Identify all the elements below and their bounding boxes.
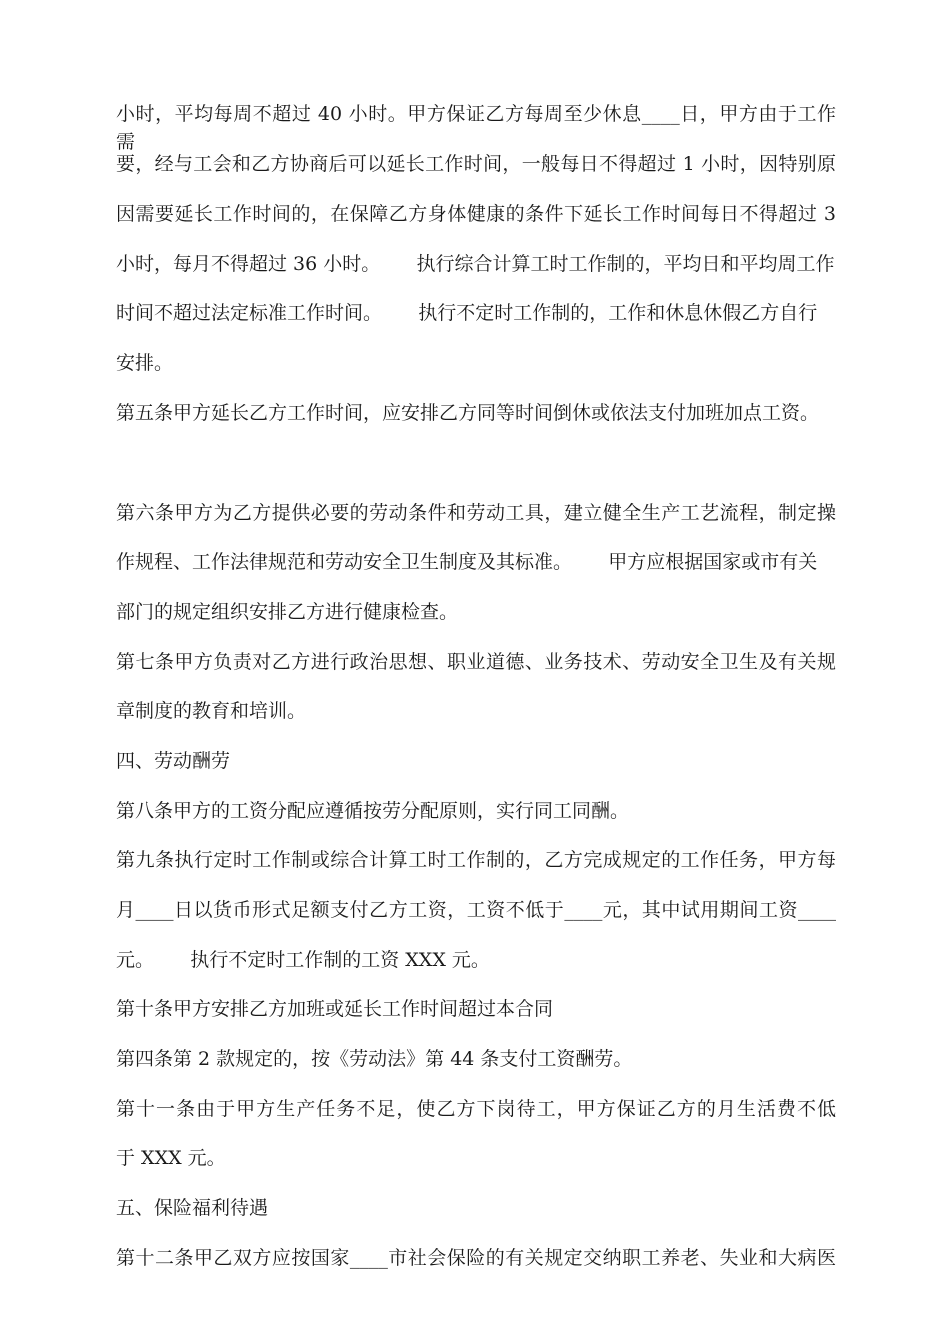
- text-line: 第四条第 2 款规定的，按《劳动法》第 44 条支付工资酬劳。: [116, 1048, 633, 1070]
- text-line: 时间不超过法定标准工作时间。 执行不定时工作制的，工作和休息休假乙方自行: [116, 302, 818, 324]
- text-line: 于 XXX 元。: [116, 1147, 226, 1169]
- section-heading: 五、保险福利待遇: [116, 1197, 269, 1219]
- text-line: 第六条甲方为乙方提供必要的劳动条件和劳动工具，建立健全生产工艺流程，制定操: [116, 502, 836, 524]
- text-line: 因需要延长工作时间的，在保障乙方身体健康的条件下延长工作时间每日不得超过 3: [116, 203, 836, 225]
- text-line: 元。 执行不定时工作制的工资 XXX 元。: [116, 949, 490, 971]
- text-line: 第十二条甲乙双方应按国家____市社会保险的有关规定交纳职工养老、失业和大病医: [116, 1247, 836, 1269]
- text-line: 要，经与工会和乙方协商后可以延长工作时间，一般每日不得超过 1 小时，因特别原: [116, 153, 836, 175]
- text-line: 小时，平均每周不超过 40 小时。甲方保证乙方每周至少休息____日，甲方由于工作需: [116, 103, 836, 153]
- text-line: 第五条甲方延长乙方工作时间，应安排乙方同等时间倒休或依法支付加班加点工资。: [116, 402, 820, 424]
- text-line: 第九条执行定时工作制或综合计算工时工作制的，乙方完成规定的工作任务，甲方每: [116, 849, 836, 871]
- text-line: 小时，每月不得超过 36 小时。 执行综合计算工时工作制的，平均日和平均周工作: [116, 253, 835, 275]
- text-line: 作规程、工作法律规范和劳动安全卫生制度及其标准。 甲方应根据国家或市有关: [116, 551, 818, 573]
- text-line: 章制度的教育和培训。: [116, 700, 307, 722]
- text-line: 安排。: [116, 352, 174, 374]
- text-line: 第十条甲方安排乙方加班或延长工作时间超过本合同: [116, 998, 554, 1020]
- section-heading: 四、劳动酬劳: [116, 750, 231, 772]
- text-line: 第十一条由于甲方生产任务不足，使乙方下岗待工，甲方保证乙方的月生活费不低: [116, 1098, 836, 1120]
- text-line: 第七条甲方负责对乙方进行政治思想、职业道德、业务技术、劳动安全卫生及有关规: [116, 651, 836, 673]
- text-line: 月____日以货币形式足额支付乙方工资，工资不低于____元，其中试用期间工资____: [116, 899, 836, 921]
- text-line: 第八条甲方的工资分配应遵循按劳分配原则，实行同工同酬。: [116, 800, 630, 822]
- text-line: 部门的规定组织安排乙方进行健康检查。: [116, 601, 459, 623]
